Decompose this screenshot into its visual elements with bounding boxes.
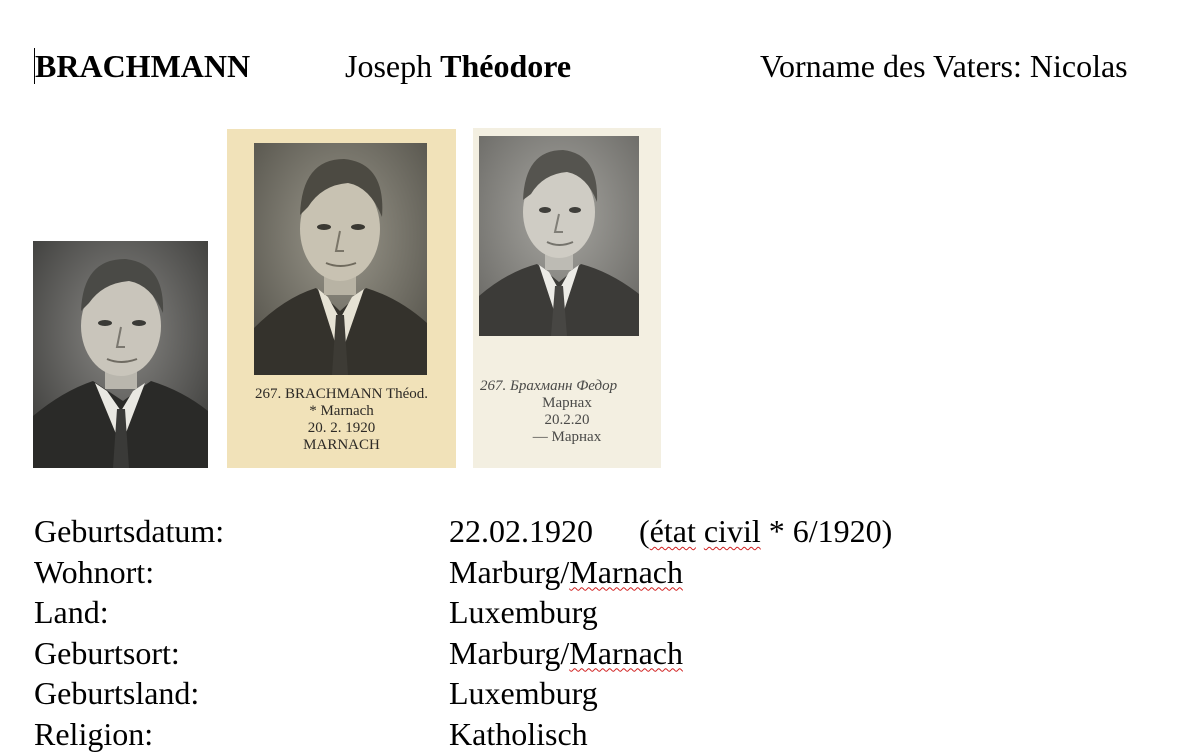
father-name-line: [760, 44, 1128, 88]
record-header: [0, 44, 1177, 88]
note-etat: état: [649, 513, 696, 549]
portrait-image-3: [479, 136, 639, 336]
birthdate-label: Geburtsdatum:: [34, 513, 225, 549]
portrait-photo-1: [33, 241, 208, 468]
given-names: [345, 44, 571, 88]
father-label: Vorname des Vaters:: [760, 48, 1022, 84]
caption-line: 267. Брахманн Федор: [480, 378, 618, 394]
residence-value-group: [449, 552, 683, 593]
portrait-card-3: [473, 128, 661, 468]
birthdate-value: 22.02.1920: [449, 513, 593, 549]
country-value: Luxemburg: [449, 594, 598, 630]
religion-label: Religion:: [34, 715, 154, 752]
birthplace-value-group: [449, 633, 683, 674]
note-civil: civil: [703, 513, 761, 549]
caption-line: — Марнах: [532, 429, 602, 445]
note-rest: * 6/1920): [760, 513, 893, 549]
residence-label: Wohnort:: [34, 553, 155, 590]
birthdate-note: [639, 513, 892, 549]
residence-value-a: Marburg/: [449, 553, 570, 590]
portrait-icon: [254, 143, 427, 375]
birthdate-value-group: [449, 511, 892, 552]
photo-caption-2: [227, 386, 456, 454]
birthcountry-label: Geburtsland:: [34, 675, 200, 711]
birthplace-value-b: Marnach: [569, 634, 683, 671]
caption-line: 267. BRACHMANN Théod.: [254, 386, 429, 402]
caption-line: 20. 2. 1920: [307, 420, 376, 436]
birthcountry-value: Luxemburg: [449, 675, 598, 711]
caption-line: Марнах: [542, 395, 592, 411]
portrait-icon: [33, 241, 208, 468]
surname: BRACHMANN: [35, 48, 251, 84]
country-label: Land:: [34, 594, 109, 630]
residence-value-b: Marnach: [569, 553, 683, 590]
birthplace-value-a: Marburg/: [449, 634, 570, 671]
portrait-image-2: [254, 143, 427, 375]
note-paren: (: [639, 513, 650, 549]
religion-value: Katholisch: [449, 715, 588, 752]
birthplace-label: Geburtsort:: [34, 634, 180, 671]
called-name: Théodore: [440, 48, 572, 84]
photo-caption-3: [473, 378, 661, 446]
portrait-icon: [479, 136, 639, 336]
portrait-card-2: [227, 129, 456, 468]
caption-line: MARNACH: [303, 437, 380, 453]
caption-line: * Marnach: [309, 403, 374, 419]
first-name: Joseph: [345, 48, 433, 84]
father-name: Nicolas: [1029, 48, 1128, 84]
caption-line: 20.2.20: [544, 412, 590, 428]
